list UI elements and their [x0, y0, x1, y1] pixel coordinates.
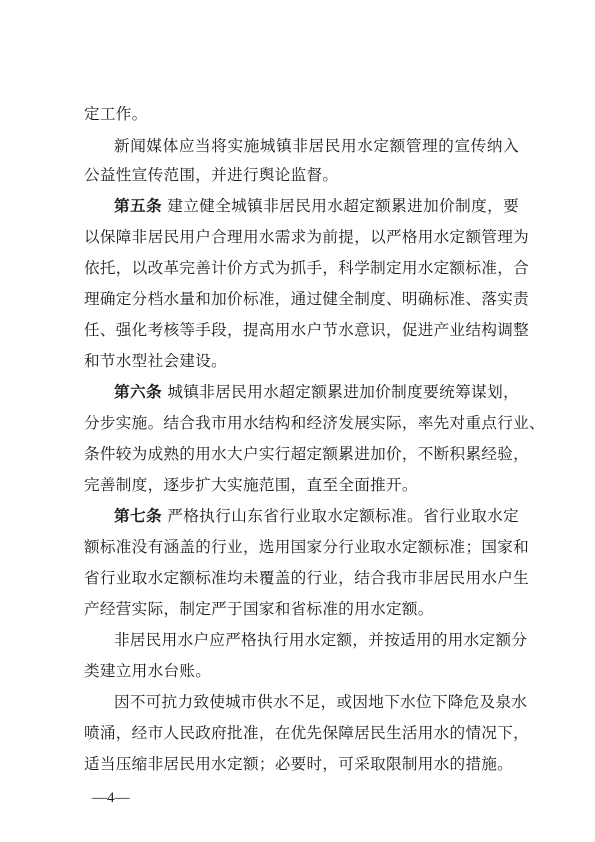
- paragraph-line: 因不可抗力致使城市供水不足，或因地下水位下降危及泉水: [114, 693, 528, 711]
- article-5-first-line: [114, 196, 519, 216]
- paragraph-line: 任、强化考核等手段，提高用水户节水意识，促进产业结构调整: [84, 321, 530, 339]
- paragraph-line: 非居民用水户应严格执行用水定额，并按适用的用水定额分: [114, 631, 528, 649]
- paragraph-line: 定工作。: [84, 105, 148, 123]
- paragraph-text: 城镇非居民用水超定额累进加价制度要统筹谋划，: [167, 383, 519, 401]
- paragraph-line: 理确定分档水量和加价标准，通过健全制度、明确标准、落实责: [84, 290, 530, 308]
- paragraph-text: 建立健全城镇非居民用水超定额累进加价制度，要: [167, 197, 519, 215]
- paragraph-line: 条件较为成熟的用水大户实行超定额累进加价，不断积累经验，: [84, 445, 530, 463]
- paragraph-line: 完善制度，逐步扩大实施范围，直至全面推开。: [84, 476, 418, 494]
- paragraph-line: 和节水型社会建设。: [84, 352, 228, 370]
- paragraph-line: 类建立用水台账。: [84, 662, 212, 680]
- paragraph-line: 喷涌，经市人民政府批准，在优先保障居民生活用水的情况下，: [84, 724, 530, 742]
- article-5-label: 第五条: [114, 197, 162, 215]
- paragraph-text: 严格执行山东省行业取水定额标准。省行业取水定: [167, 507, 519, 525]
- paragraph-line: 以保障非居民用户合理用水需求为前提，以严格用水定额管理为: [84, 228, 530, 246]
- paragraph-line: 额标准没有涵盖的行业，选用国家分行业取水定额标准；国家和: [84, 538, 530, 556]
- page-number: —4—: [92, 790, 130, 806]
- paragraph-line: 新闻媒体应当将实施城镇非居民用水定额管理的宣传纳入: [114, 137, 519, 155]
- article-7-label: 第七条: [114, 507, 162, 525]
- paragraph-line: 产经营实际，制定严于国家和省标准的用水定额。: [84, 600, 434, 618]
- paragraph-line: 分步实施。结合我市用水结构和经济发展实际，率先对重点行业、: [84, 414, 545, 432]
- paragraph-line: 依托，以改革完善计价方式为抓手，科学制定用水定额标准，合: [84, 259, 530, 277]
- paragraph-line: 适当压缩非居民用水定额；必要时，可采取限制用水的措施。: [84, 755, 514, 773]
- paragraph-line: 公益性宣传范围，并进行舆论监督。: [84, 166, 339, 184]
- article-6-label: 第六条: [114, 383, 162, 401]
- article-7-first-line: [114, 506, 519, 526]
- article-6-first-line: [114, 382, 519, 402]
- paragraph-line: 省行业取水定额标准均未覆盖的行业，结合我市非居民用水户生: [84, 569, 530, 587]
